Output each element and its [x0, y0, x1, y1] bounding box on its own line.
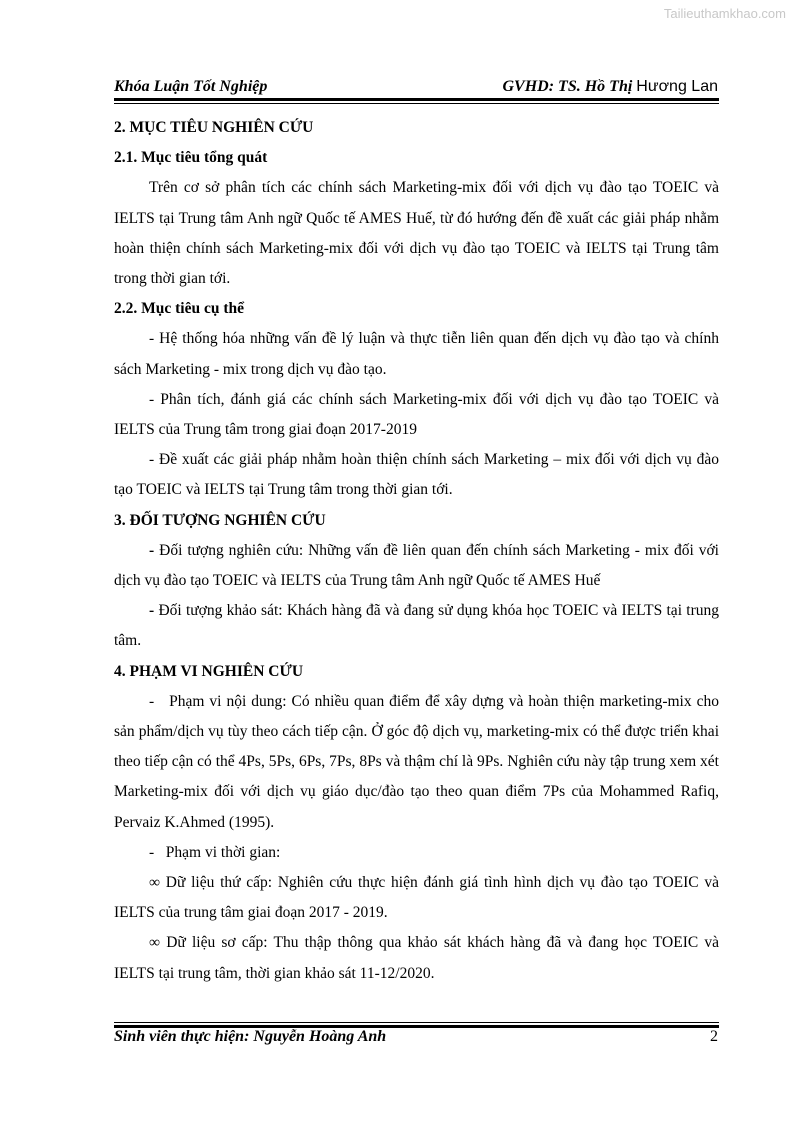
page-footer [114, 1028, 718, 1046]
header-advisor [503, 78, 719, 96]
document-body [114, 113, 723, 989]
section-4-primary-data: ∞ Dữ liệu sơ cấp: Thu thập thông qua khảo sát khách hàng đã và đang học TOEIC và IELTS tại trung tâm, thời gian khảo sát 11-12/2020. [114, 934, 719, 982]
header-rule-thin [114, 103, 719, 104]
section-2-2-item-3: - Đề xuất các giải pháp nhằm hoàn thiện chính sách Marketing – mix đối với dịch vụ đào tạo TOEIC và IELTS tại Trung tâm trong thời gian tới. [114, 451, 719, 499]
section-2-2-item-1: - Hệ thống hóa những vấn đề lý luận và thực tiễn liên quan đến dịch vụ đào tạo và chính sách Marketing - mix trong dịch vụ đào tạo. [114, 330, 719, 378]
watermark: Tailieuthamkhao.com [663, 6, 786, 21]
section-4-secondary-data: ∞ Dữ liệu thứ cấp: Nghiên cứu thực hiện đánh giá tình hình dịch vụ đào tạo TOEIC và IELTS của trung tâm giai đoạn 2017 - 2019. [114, 874, 719, 922]
section-3-item-1 [114, 536, 719, 596]
section-2-2-heading: 2.2. Mục tiêu cụ thể [114, 300, 245, 318]
section-3-item-1-text: Đối tượng nghiên cứu: Những vấn đề liên quan đến chính sách Marketing - mix đối với dịch vụ đào tạo TOEIC và IELTS của Trung tâm Anh ngữ Quốc tế AMES Huế [114, 541, 719, 590]
page-number: 2 [710, 1028, 718, 1045]
section-2-1-paragraph: Trên cơ sở phân tích các chính sách Marketing-mix đối với dịch vụ đào tạo TOEIC và IELTS tại Trung tâm Anh ngữ Quốc tế AMES Huế, từ đó hướng đến đề xuất các giải pháp nhằm hoàn thiện chính sách Marketing-mix đối với dịch vụ đào tạo TOEIC và IELTS tại Trung tâm trong thời gian tới. [114, 179, 719, 288]
section-4-heading: 4. PHẠM VI NGHIÊN CỨU [114, 662, 304, 680]
header-thesis-title: Khóa Luận Tốt Nghiệp [114, 78, 268, 95]
footer-rule-thin [114, 1022, 719, 1023]
footer-author: Sinh viên thực hiện: Nguyễn Hoàng Anh [114, 1028, 387, 1045]
dash-marker: - [149, 541, 155, 559]
section-4-content-scope: - Phạm vi nội dung: Có nhiều quan điểm để xây dựng và hoàn thiện marketing-mix cho sản phẩm/dịch vụ tùy theo cách tiếp cận. Ở góc độ dịch vụ, marketing-mix có thể được triển khai theo tiếp cận có thể 4Ps, 5Ps, 6Ps, 7Ps, 8Ps và thậm chí là 9Ps. Nghiên cứu này tập trung xem xét Marketing-mix đối với dịch vụ giáo dục/đào tạo theo quan điểm 7Ps của Mohammed Rafiq, Pervaiz K.Ahmed (1995). [114, 692, 723, 831]
section-3-item-2-text: Đối tượng khảo sát: Khách hàng đã và đang sử dụng khóa học TOEIC và IELTS tại trung tâm. [114, 602, 719, 650]
section-4-time-scope: - Phạm vi thời gian: [149, 843, 281, 861]
section-2-heading: 2. MỤC TIÊU NGHIÊN CỨU [114, 119, 314, 136]
section-3-item-2 [114, 596, 719, 656]
header-rule-thick [114, 98, 719, 101]
section-2-2-item-2: - Phân tích, đánh giá các chính sách Marketing-mix đối với dịch vụ đào tạo TOEIC và IELTS của Trung tâm trong giai đoạn 2017-2019 [114, 390, 719, 439]
header-advisor-name: Hương Lan [636, 78, 718, 95]
section-2-1-heading: 2.1. Mục tiêu tổng quát [114, 149, 268, 167]
page-header [114, 78, 718, 96]
header-advisor-label: GVHD: TS. Hồ Thị [502, 78, 633, 95]
section-3-heading: 3. ĐỐI TƯỢNG NGHIÊN CỨU [114, 511, 326, 529]
dash-marker: - [149, 602, 155, 620]
